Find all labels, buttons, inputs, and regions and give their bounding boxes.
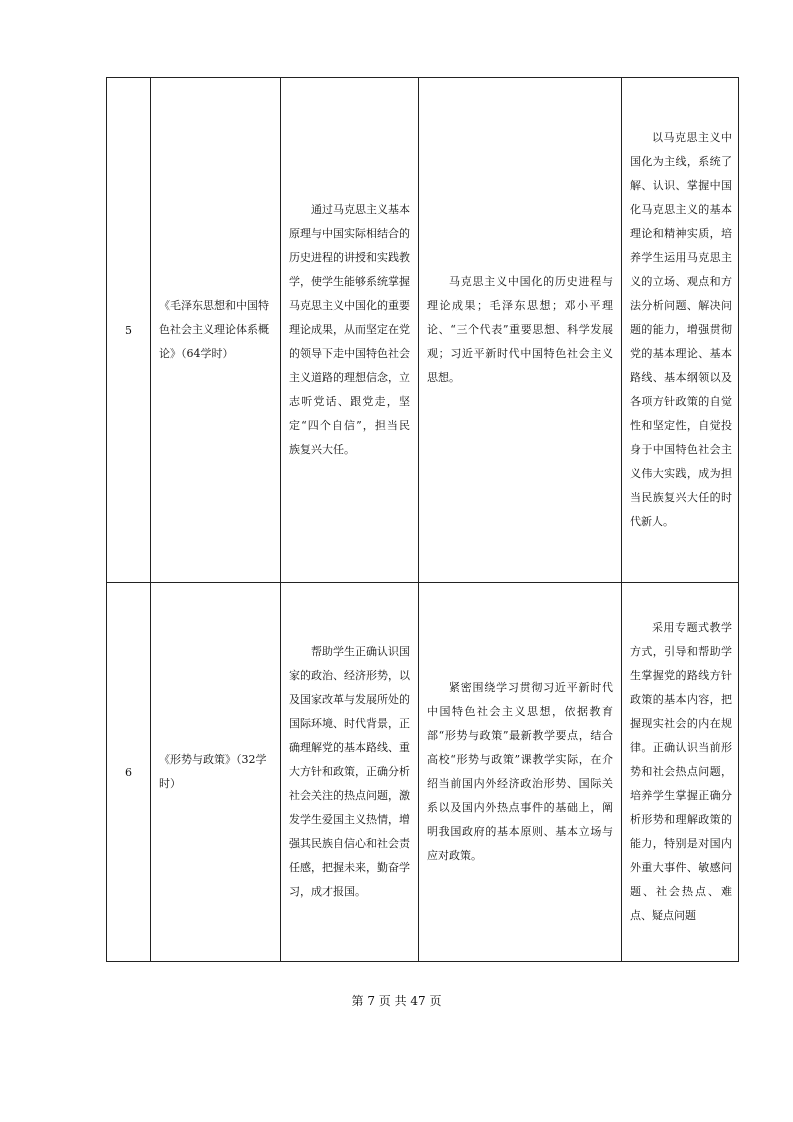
row-number: 6 <box>107 583 151 962</box>
table-row <box>107 583 739 962</box>
course-objective: 通过马克思主义基本原理与中国实际相结合的历史进程的讲授和实践教学，使学生能够系统掌握马克思主义中国化的重要理论成果，从而坚定在党的领导下走中国特色社会主义道路的理想信念，立志听党话、跟党走，坚定“四个自信”，担当民族复兴大任。 <box>281 78 419 583</box>
row-number: 5 <box>107 78 151 583</box>
course-objective: 帮助学生正确认识国家的政治、经济形势，以及国家改革与发展所处的国际环境、时代背景，正确理解党的基本路线、重大方针和政策，正确分析社会关注的热点问题，激发学生爱国主义热情，增强其民族自信心和社会责任感，把握未来，勤奋学习，成才报国。 <box>281 583 419 962</box>
course-content: 马克思主义中国化的历史进程与理论成果；毛泽东思想；邓小平理论、“三个代表”重要思想、科学发展观；习近平新时代中国特色社会主义思想。 <box>419 78 622 583</box>
curriculum-table <box>106 77 739 962</box>
course-requirement: 以马克思主义中国化为主线，系统了解、认识、掌握中国化马克思主义的基本理论和精神实质，培养学生运用马克思主义的立场、观点和方法分析问题、解决问题的能力，增强贯彻党的基本理论、基本路线、基本纲领以及各项方针政策的自觉性和坚定性，自觉投身于中国特色社会主义伟大实践，成为担当民族复兴大任的时代新人。 <box>622 78 739 583</box>
page-number: 第 7 页 共 47 页 <box>351 994 442 1008</box>
course-requirement: 采用专题式教学方式，引导和帮助学生掌握党的路线方针政策的基本内容，把握现实社会的内在规律。正确认识当前形势和社会热点问题，培养学生掌握正确分析形势和理解政策的能力，特别是对国内外重大事件、敏感问题、社会热点、难点、疑点问题 <box>622 583 739 962</box>
course-name: 《毛泽东思想和中国特色社会主义理论体系概论》（64学时） <box>151 78 281 583</box>
course-name: 《形势与政策》（32学时） <box>151 583 281 962</box>
course-content: 紧密围绕学习贯彻习近平新时代中国特色社会主义思想，依据教育部“形势与政策”最新教学要点，结合高校“形势与政策”课教学实际，在介绍当前国内外经济政治形势、国际关系以及国内外热点事件的基础上，阐明我国政府的基本原则、基本立场与应对政策。 <box>419 583 622 962</box>
table-row <box>107 78 739 583</box>
